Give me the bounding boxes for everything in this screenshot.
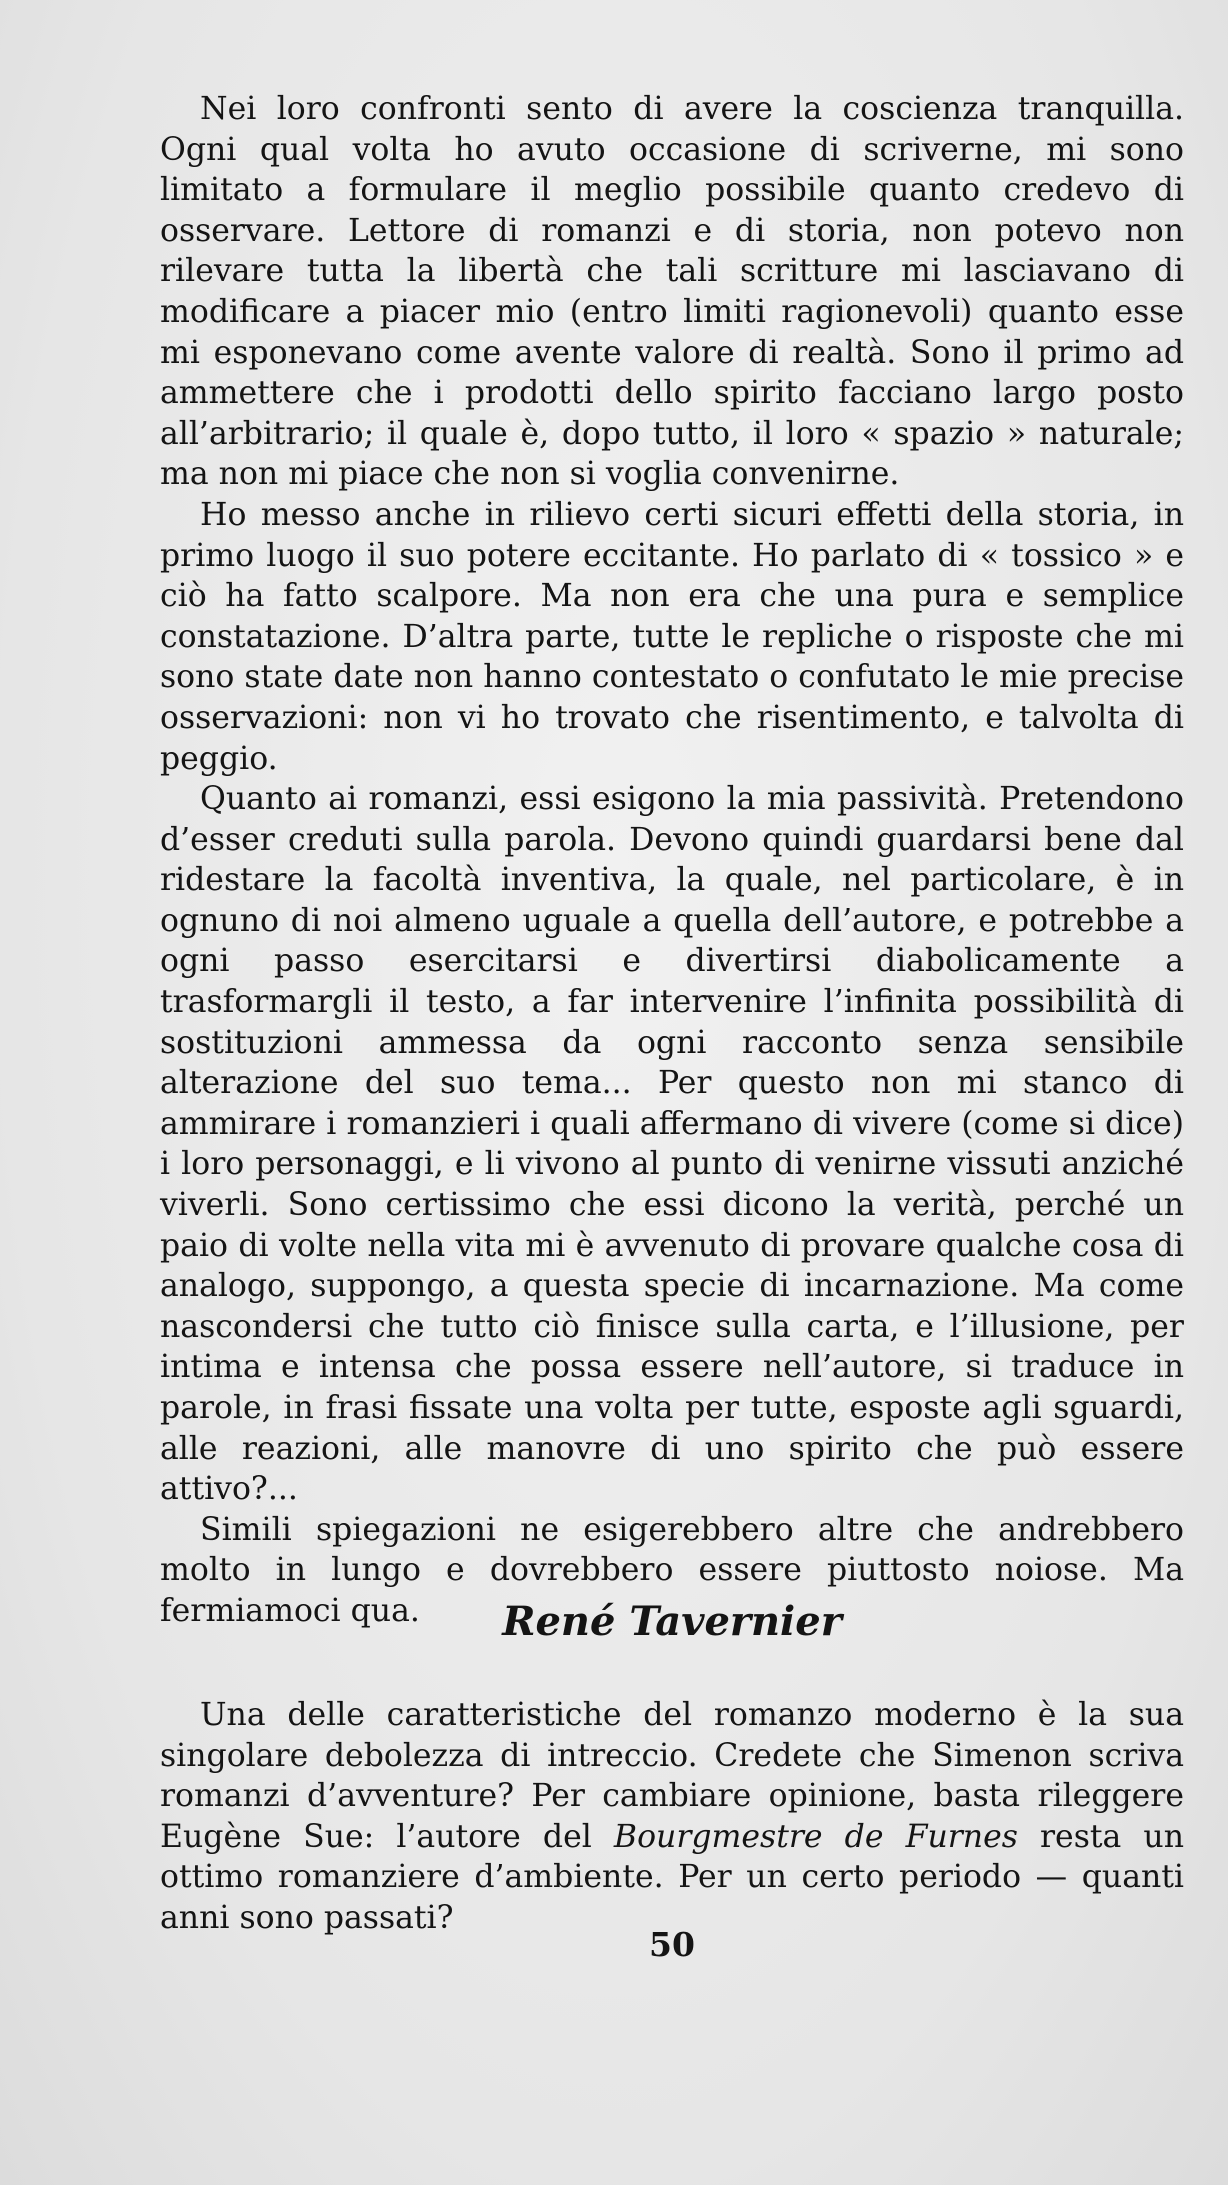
section-heading: René Tavernier xyxy=(502,1598,842,1645)
book-title: Bourgmestre de Furnes xyxy=(613,1818,1018,1855)
paragraph: Quanto ai romanzi, essi esigono la mia passività. Pretendono d’esser creduti sulla parola. Devono quindi guardarsi bene dal ridestare la facoltà inventiva, la quale, nel particolare, è in ognuno di noi almeno uguale a quella dell’autore, e potrebbe a ogni passo esercitarsi e divertirsi diabolicamente a trasformargli il testo, a far intervenire l’infinita possibilità di sostituzioni ammessa da ogni racconto senza sensibile alterazione del suo tema... Per questo non mi stanco di ammirare i romanzieri i quali affermano di vivere (come si dice) i loro personaggi, e li vivono al punto di venirne vissuti anziché viverli. Sono certissimo che essi dicono la verità, perché un paio di volte nella vita mi è avvenuto di provare qualche cosa di analogo, suppongo, a questa specie di incarnazione. Ma come nascondersi che tutto ciò finisce sulla carta, e l’illusione, per intima e intensa che possa essere nell’autore, si traduce in parole, in frasi fissate una volta per tutte, esposte agli sguardi, alle reazioni, alle manovre di uno spirito che può essere attivo?... xyxy=(160,781,1184,1508)
text-section-2 xyxy=(160,1695,1184,1939)
paragraph-text: Una delle caratteristiche del romanzo moderno è la sua singolare debolezza di intreccio. Credete che Simenon scriva romanzi d’avventure? Per cambiare opinione, basta rileggere Eugène Sue: l’autore del xyxy=(160,1697,1184,1855)
page-number: 50 xyxy=(649,1925,695,1964)
paragraph-text: resta un ottimo romanziere d’ambiente. Per un certo periodo — quanti anni sono passati? xyxy=(160,1818,1184,1936)
paragraph xyxy=(160,1695,1184,1939)
paragraph: Simili spiegazioni ne esigerebbero altre che andrebbero molto in lungo e dovrebbero essere piuttosto noiose. Ma fermiamoci qua. xyxy=(160,1511,1184,1629)
paragraph: Ho messo anche in rilievo certi sicuri effetti della storia, in primo luogo il suo potere eccitante. Ho parlato di « tossico » e ciò ha fatto scalpore. Ma non era che una pura e semplice constatazione. D’altra parte, tutte le repliche o risposte che mi sono state date non hanno contestato o confutato le mie precise osservazioni: non vi ho trovato che risentimento, e talvolta di peggio. xyxy=(160,496,1184,777)
text-section-1 xyxy=(160,89,1184,1632)
paragraph: Nei loro confronti sento di avere la coscienza tranquilla. Ogni qual volta ho avuto occasione di scriverne, mi sono limitato a formulare il meglio possibile quanto credevo di osservare. Lettore di romanzi e di storia, non potevo non rilevare tutta la libertà che tali scritture mi lasciavano di modificare a piacer mio (entro limiti ragionevoli) quanto esse mi esponevano come avente valore di realtà. Sono il primo ad ammettere che i prodotti dello spirito facciano largo posto all’arbitrario; il quale è, dopo tutto, il loro « spazio » naturale; ma non mi piace che non si voglia convenirne. xyxy=(160,91,1184,493)
